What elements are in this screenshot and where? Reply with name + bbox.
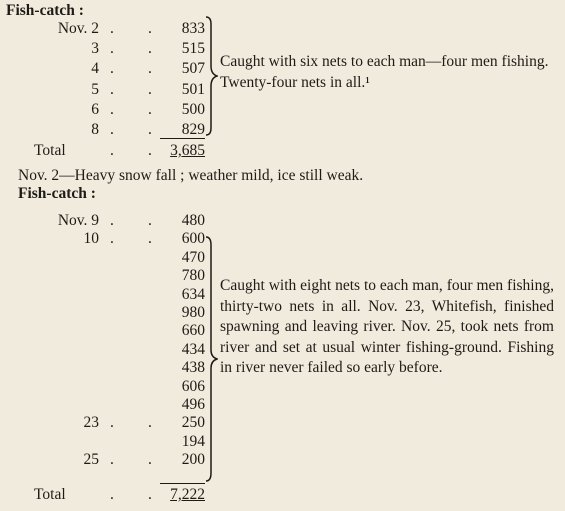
row-date: 23 [83,414,99,432]
leader-dot: . [148,121,152,138]
leader-dot: . [110,80,114,98]
row-date: Nov. 2 [57,20,99,37]
row-value: 501 [181,80,205,98]
row-value: 194 [181,432,205,450]
block2-total-dot: . [148,486,152,503]
row-value: 438 [181,359,205,377]
row-value: 833 [181,20,205,37]
leader-dot: . [148,212,152,229]
leader-dot: . [148,80,152,98]
leader-dot: . [148,451,152,469]
block2-total-rule [160,483,205,484]
leader-dot: . [110,40,114,58]
row-value: 600 [181,230,205,248]
row-date: 6 [91,100,99,118]
row-value: 496 [181,396,205,413]
block2-total-value: 7,222 [170,486,205,503]
block1-heading: Fish-catch : [6,2,84,19]
block2-brace [204,236,218,482]
row-value: 606 [181,377,205,395]
row-date: 3 [91,40,99,58]
block2-total-dot: . [110,486,114,503]
row-value: 500 [181,100,205,118]
leader-dot: . [110,212,114,229]
row-value: 507 [181,60,205,78]
leader-dot: . [148,60,152,78]
row-value: 434 [181,340,205,358]
row-value: 470 [181,248,205,266]
leader-dot: . [110,451,114,469]
block1-note: Caught with six nets to each man—four men fishing. Twenty-four nets in all.¹ [220,53,549,91]
row-value: 250 [181,414,205,432]
row-value: 200 [181,451,205,469]
row-value: 660 [181,322,205,340]
row-value: 829 [181,121,205,138]
leader-dot: . [110,230,114,248]
block1-total-label: Total [34,142,66,159]
block2-total-label: Total [34,486,66,503]
weather-note: Nov. 2—Heavy snow fall ; weather mild, ice still weak. [18,167,364,184]
leader-dot: . [110,20,114,37]
row-date: 8 [91,121,99,138]
leader-dot: . [110,414,114,432]
block1-brace [204,16,218,136]
leader-dot: . [110,121,114,138]
block1-total-dot: . [110,142,114,159]
leader-dot: . [110,100,114,118]
block1-total-value: 3,685 [170,142,205,159]
leader-dot: . [110,60,114,78]
row-date: 25 [83,451,99,469]
leader-dot: . [148,414,152,432]
row-value: 480 [181,212,205,229]
row-value: 515 [181,40,205,58]
block2-heading: Fish-catch : [18,185,96,202]
row-value: 634 [181,285,205,303]
row-date: Nov. 9 [57,212,99,229]
row-date: 5 [91,80,99,98]
block1-total-rule [160,138,205,139]
block2-note: Caught with eight nets to each man, four men fishing, thirty-two nets in all. Nov. 23, Whitefish, finished spawning and leaving river. Nov. 25, took nets from river and set at usual winter fishing-ground. Fishing in river never failed so early before. [220,277,554,376]
leader-dot: . [148,100,152,118]
row-value: 980 [181,304,205,321]
leader-dot: . [148,40,152,58]
block1-total-dot: . [148,142,152,159]
row-date: 4 [91,60,99,78]
leader-dot: . [148,20,152,37]
row-date: 10 [83,230,99,248]
row-value: 780 [181,267,205,285]
leader-dot: . [148,230,152,248]
